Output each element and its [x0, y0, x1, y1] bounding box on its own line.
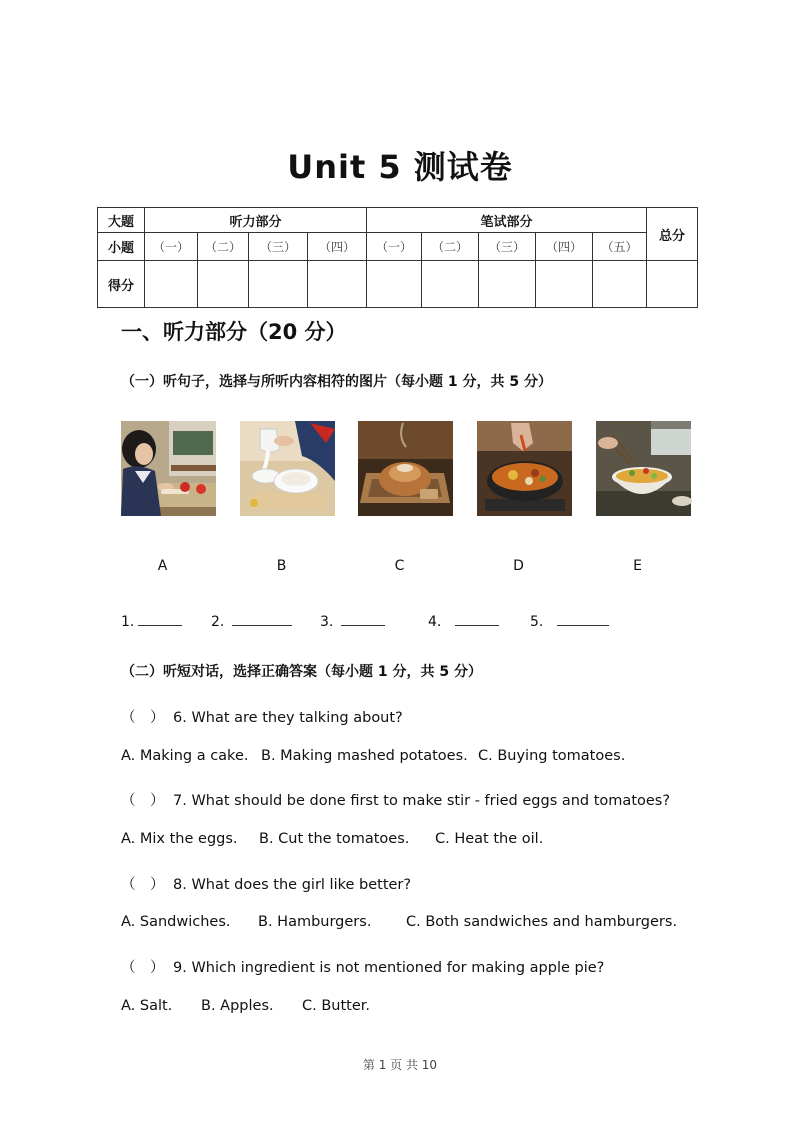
listening-part-2: （二）: [198, 233, 249, 261]
noodle-bowl-image: [596, 421, 691, 516]
score-cell[interactable]: [422, 261, 479, 308]
pouring-milk-image: [240, 421, 335, 516]
answer-blank-3[interactable]: [320, 612, 385, 630]
question-7-options: [121, 831, 543, 847]
score-cell[interactable]: [367, 261, 422, 308]
blank-number: 5.: [530, 614, 544, 630]
writing-part-3: （三）: [479, 233, 536, 261]
answer-blank-2[interactable]: [211, 612, 292, 630]
score-table-total: 总分: [647, 208, 698, 261]
score-cell[interactable]: [479, 261, 536, 308]
answer-blank-4[interactable]: [428, 612, 499, 630]
picture-label-d: D: [513, 558, 524, 574]
option-a: A. Sandwiches.: [121, 914, 231, 930]
answer-paren[interactable]: （ ）: [121, 793, 165, 809]
question-8-options: [121, 914, 677, 930]
score-cell[interactable]: [249, 261, 308, 308]
score-table-header-score: 得分: [98, 261, 145, 308]
score-table-listening: 听力部分: [145, 208, 367, 233]
blank-number: 4.: [428, 614, 442, 630]
question-9: [121, 956, 604, 977]
question-9-options: [121, 998, 370, 1014]
option-b: B. Apples.: [201, 998, 274, 1014]
question-6-options: [121, 748, 625, 764]
score-cell[interactable]: [198, 261, 249, 308]
question-8: [121, 873, 411, 894]
picture-label-a: A: [157, 558, 168, 574]
listening-part-3: （三）: [249, 233, 308, 261]
option-b: B. Making mashed potatoes.: [261, 748, 468, 764]
option-c: C. Buying tomatoes.: [478, 748, 626, 764]
option-c: C. Heat the oil.: [435, 831, 544, 847]
answer-paren[interactable]: （ ）: [121, 960, 165, 976]
option-a: A. Salt.: [121, 998, 173, 1014]
listening-part-4: （四）: [308, 233, 367, 261]
option-c: C. Both sandwiches and hamburgers.: [406, 914, 678, 930]
page-title: Unit 5 测试卷: [287, 148, 513, 186]
score-cell[interactable]: [536, 261, 593, 308]
option-a: A. Mix the eggs.: [121, 831, 238, 847]
question-7: [121, 789, 670, 810]
score-table: [97, 207, 698, 308]
writing-part-5: （五）: [593, 233, 647, 261]
blank-number: 1.: [121, 614, 135, 630]
section-heading-listening: 一、听力部分（20 分）: [121, 320, 347, 344]
question-text: 9. Which ingredient is not mentioned for making apple pie?: [173, 960, 605, 976]
question-6: [121, 706, 403, 727]
part1-instruction: （一）听句子，选择与所听内容相符的图片（每小题 1 分，共 5 分）: [121, 374, 552, 390]
option-b: B. Hamburgers.: [258, 914, 372, 930]
picture-label-b: B: [276, 558, 287, 574]
score-cell[interactable]: [593, 261, 647, 308]
blank-number: 2.: [211, 614, 225, 630]
question-text: 7. What should be done first to make stir - fried eggs and tomatoes?: [173, 793, 671, 809]
girl-cutting-tomato-image: [121, 421, 216, 516]
picture-label-c: C: [394, 558, 405, 574]
option-b: B. Cut the tomatoes.: [259, 831, 410, 847]
baked-bread-image: [358, 421, 453, 516]
listening-part-1: （一）: [145, 233, 198, 261]
answer-blank-5[interactable]: [530, 612, 609, 630]
score-table-header-big: 大题: [98, 208, 145, 233]
writing-part-2: （二）: [422, 233, 479, 261]
page-footer: 第 1 页 共 10: [362, 1058, 438, 1072]
score-table-header-small: 小题: [98, 233, 145, 261]
answer-paren[interactable]: （ ）: [121, 710, 165, 726]
writing-part-4: （四）: [536, 233, 593, 261]
writing-part-1: （一）: [367, 233, 422, 261]
answer-paren[interactable]: （ ）: [121, 877, 165, 893]
hot-pot-image: [477, 421, 572, 516]
blank-number: 3.: [320, 614, 334, 630]
score-cell[interactable]: [647, 261, 698, 308]
question-text: 8. What does the girl like better?: [173, 877, 412, 893]
option-a: A. Making a cake.: [121, 748, 249, 764]
question-text: 6. What are they talking about?: [173, 710, 403, 726]
option-c: C. Butter.: [302, 998, 371, 1014]
answer-blank-1[interactable]: [121, 612, 182, 630]
score-table-writing: 笔试部分: [367, 208, 647, 233]
part2-instruction: （二）听短对话，选择正确答案（每小题 1 分，共 5 分）: [121, 664, 482, 680]
score-cell[interactable]: [145, 261, 198, 308]
picture-label-e: E: [633, 558, 642, 574]
score-cell[interactable]: [308, 261, 367, 308]
